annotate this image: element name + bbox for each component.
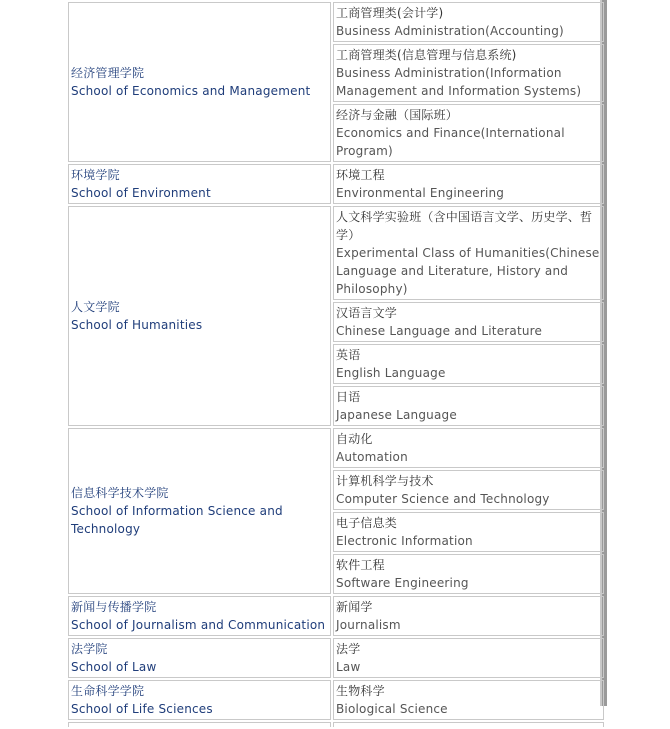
table-row: [68, 596, 604, 636]
table-row: [68, 680, 604, 720]
major-cell: [333, 386, 604, 426]
major-name-zh: 法学: [336, 642, 361, 656]
major-name-en: Journalism: [336, 618, 401, 632]
school-cell: [68, 428, 331, 594]
major-cell: [333, 302, 604, 342]
school-cell: [68, 2, 331, 162]
school-cell: [68, 596, 331, 636]
major-name-en: Experimental Class of Humanities(Chinese Language and Literature, History and Philosophy): [336, 246, 600, 296]
major-name-en: Japanese Language: [336, 408, 457, 422]
major-name-zh: 自动化: [336, 432, 373, 446]
major-cell: [333, 638, 604, 678]
major-name-zh: 工商管理类(会计学): [336, 6, 444, 20]
table-row: [68, 2, 604, 42]
major-cell: [333, 206, 604, 300]
table-row: [68, 638, 604, 678]
school-cell: [68, 206, 331, 426]
school-cell: [68, 164, 331, 204]
school-name-zh: 环境学院: [71, 168, 120, 182]
major-name-en: Automation: [336, 450, 408, 464]
major-name-en: English Language: [336, 366, 446, 380]
major-cell: [333, 428, 604, 468]
school-name-zh: 新闻与传播学院: [71, 600, 157, 614]
majors-table-body: [68, 2, 604, 727]
major-name-zh: 软件工程: [336, 558, 385, 572]
major-name-zh: 生物科学: [336, 684, 385, 698]
school-name-en: School of Information Science and Technology: [71, 504, 283, 536]
school-name-zh: 生命科学学院: [71, 684, 145, 698]
major-name-en: Law: [336, 660, 361, 674]
major-cell: [333, 470, 604, 510]
major-name-en: Economics and Finance(International Program): [336, 126, 565, 158]
school-name-zh: 信息科学技术学院: [71, 486, 169, 500]
major-name-en: Business Administration(Accounting): [336, 24, 564, 38]
major-cell: [333, 680, 604, 720]
table-row: [68, 164, 604, 204]
major-name-en: Electronic Information: [336, 534, 473, 548]
major-name-en: Chinese Language and Literature: [336, 324, 543, 338]
major-name-zh: 工商管理类(信息管理与信息系统): [336, 48, 517, 62]
table-row-cutoff: [68, 722, 604, 727]
school-name-en: School of Economics and Management: [71, 84, 311, 98]
major-name-zh: 环境工程: [336, 168, 385, 182]
major-name-en: Software Engineering: [336, 576, 469, 590]
school-name-zh: 人文学院: [71, 300, 120, 314]
school-name-en: School of Law: [71, 660, 157, 674]
major-cell: [333, 596, 604, 636]
major-name-en: Computer Science and Technology: [336, 492, 550, 506]
major-name-en: Biological Science: [336, 702, 448, 716]
major-cell: [333, 104, 604, 162]
school-cell: [68, 722, 331, 727]
school-name-en: School of Humanities: [71, 318, 203, 332]
major-name-en: Business Administration(Information Management and Information Systems): [336, 66, 582, 98]
major-name-zh: 汉语言文学: [336, 306, 398, 320]
school-name-zh: 法学院: [71, 642, 108, 656]
major-name-zh: 经济与金融（国际班）: [336, 108, 459, 122]
major-cell: [333, 2, 604, 42]
major-cell: [333, 344, 604, 384]
school-cell: [68, 638, 331, 678]
table-row: [68, 206, 604, 300]
school-cell: [68, 680, 331, 720]
major-name-zh: 计算机科学与技术: [336, 474, 434, 488]
school-name-en: School of Life Sciences: [71, 702, 213, 716]
school-name-en: School of Environment: [71, 186, 211, 200]
major-name-en: Environmental Engineering: [336, 186, 505, 200]
table-row: [68, 428, 604, 468]
major-cell: [333, 44, 604, 102]
school-name-zh: 经济管理学院: [71, 66, 145, 80]
major-name-zh: 日语: [336, 390, 361, 404]
major-cell: [333, 722, 604, 727]
major-name-zh: 人文科学实验班（含中国语言文学、历史学、哲学）: [336, 210, 593, 242]
major-cell: [333, 164, 604, 204]
major-name-zh: 电子信息类: [336, 516, 398, 530]
school-name-en: School of Journalism and Communication: [71, 618, 326, 632]
major-cell: [333, 554, 604, 594]
major-cell: [333, 512, 604, 552]
majors-table: [66, 0, 606, 729]
major-name-zh: 新闻学: [336, 600, 373, 614]
major-name-zh: 英语: [336, 348, 361, 362]
